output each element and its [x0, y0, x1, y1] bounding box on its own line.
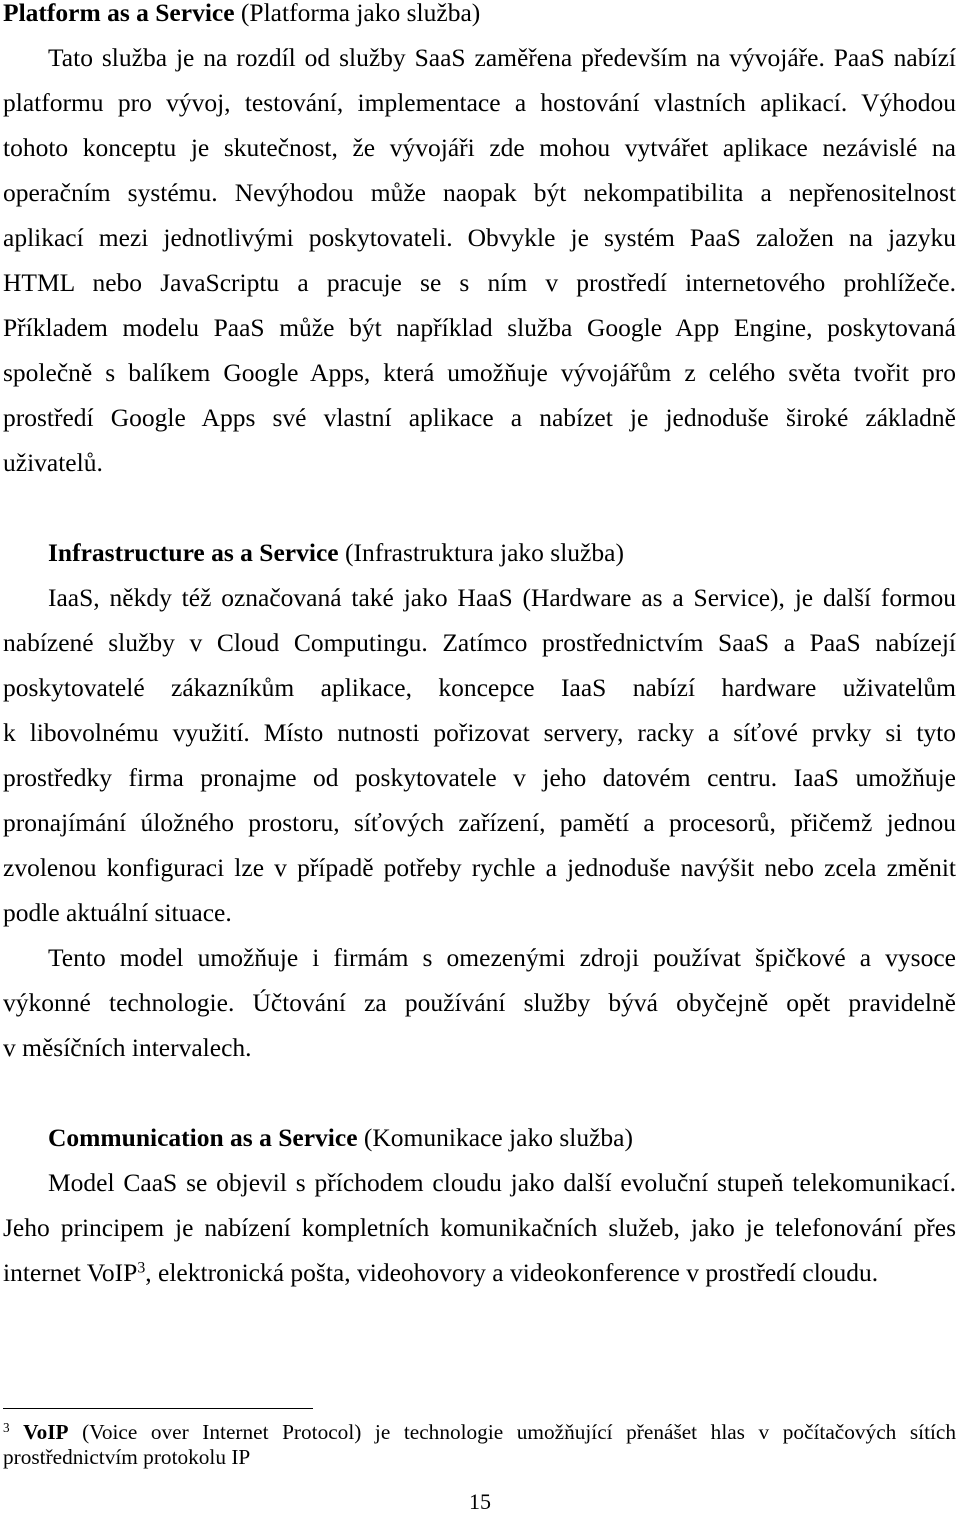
footnote-definition: (Voice over Internet Protocol) je technologie umožňující přenášet hlas v počítačových sítích	[68, 1420, 956, 1444]
text-line: pronajímání úložného prostoru, síťových zařízení, pamětí a procesorů, přičemž jednou	[3, 808, 956, 837]
paragraph	[3, 935, 956, 1070]
footnote-marker: 3	[3, 1419, 10, 1435]
paragraph	[3, 35, 956, 485]
text-line: uživatelů.	[3, 448, 103, 477]
text-line: zvolenou konfiguraci lze v případě potřeby rychle a jednoduše navýšit nebo zcela změnit	[3, 853, 956, 882]
text-line: Tento model umožňuje i firmám s omezenými zdroji používat špičkové a vysoce	[48, 943, 956, 972]
heading-term: Infrastructure as a Service	[48, 538, 339, 567]
text-line	[3, 1250, 956, 1295]
paragraph	[3, 575, 956, 935]
section-infrastructure-as-a-service	[3, 530, 956, 1070]
text-line: HTML nebo JavaScriptu a pracuje se s ním v prostředí internetového prohlížeče.	[3, 268, 956, 297]
text-segment: , elektronická pošta, videohovory a videokonference v prostředí cloudu.	[145, 1258, 879, 1287]
text-line: nabízené služby v Cloud Computingu. Zatímco prostřednictvím SaaS a PaaS nabízejí	[3, 628, 956, 657]
section-platform-as-a-service	[3, 0, 956, 485]
text-line: Příkladem modelu PaaS může být například služba Google App Engine, poskytovaná	[3, 313, 956, 342]
section-communication-as-a-service	[3, 1115, 956, 1295]
heading-term: Communication as a Service	[48, 1123, 358, 1152]
footnote-line	[3, 1420, 956, 1445]
section-heading	[3, 0, 956, 35]
text-line: poskytovatelé zákazníkům aplikace, koncepce IaaS nabízí hardware uživatelům	[3, 673, 956, 702]
footnote-term: VoIP	[23, 1420, 69, 1444]
text-line: prostředky firma pronajme od poskytovatele v jeho datovém centru. IaaS umožňuje	[3, 763, 956, 792]
text-line: prostředí Google Apps své vlastní aplikace a nabízet je jednoduše široké základně	[3, 403, 956, 432]
footnote-line: prostřednictvím protokolu IP	[3, 1445, 251, 1469]
page-number: 15	[469, 1489, 491, 1514]
text-line: v měsíčních intervalech.	[3, 1033, 252, 1062]
footnote	[3, 1420, 956, 1470]
body-text	[3, 0, 956, 1295]
footnote-reference: 3	[137, 1259, 146, 1277]
text-segment: internet VoIP	[3, 1258, 138, 1287]
heading-translation: (Platforma jako služba)	[234, 0, 481, 27]
text-line: Jeho principem je nabízení kompletních komunikačních služeb, jako je telefonování přes	[3, 1213, 956, 1242]
blank-line	[3, 1070, 956, 1115]
blank-line	[3, 485, 956, 530]
heading-term: Platform as a Service	[3, 0, 235, 27]
text-line: výkonné technologie. Účtování za používání služby bývá obyčejně opět pravidelně	[3, 988, 956, 1017]
section-heading	[3, 1115, 956, 1160]
paragraph	[3, 1160, 956, 1295]
text-line: operačním systému. Nevýhodou může naopak být nekompatibilita a nepřenositelnost	[3, 178, 956, 207]
text-line: společně s balíkem Google Apps, která umožňuje vývojářům z celého světa tvořit pro	[3, 358, 956, 387]
heading-translation: (Infrastruktura jako služba)	[338, 538, 624, 567]
heading-translation: (Komunikace jako služba)	[357, 1123, 633, 1152]
footnote-separator	[3, 1408, 313, 1409]
text-line: k libovolnému využití. Místo nutnosti pořizovat servery, racky a síťové prvky si tyto	[3, 718, 956, 747]
text-line: podle aktuální situace.	[3, 898, 232, 927]
text-line: Tato služba je na rozdíl od služby SaaS zaměřena především na vývojáře. PaaS nabízí	[48, 43, 956, 72]
section-heading	[3, 530, 956, 575]
text-line: Model CaaS se objevil s příchodem cloudu jako další evoluční stupeň telekomunikací.	[48, 1168, 956, 1197]
text-line: tohoto konceptu je skutečnost, že vývojáři zde mohou vytvářet aplikace nezávislé na	[3, 133, 956, 162]
text-line: IaaS, někdy též označovaná také jako HaaS (Hardware as a Service), je další formou	[48, 583, 956, 612]
text-line: platformu pro vývoj, testování, implementace a hostování vlastních aplikací. Výhodou	[3, 88, 956, 117]
text-line: aplikací mezi jednotlivými poskytovateli. Obvykle je systém PaaS založen na jazyku	[3, 223, 956, 252]
